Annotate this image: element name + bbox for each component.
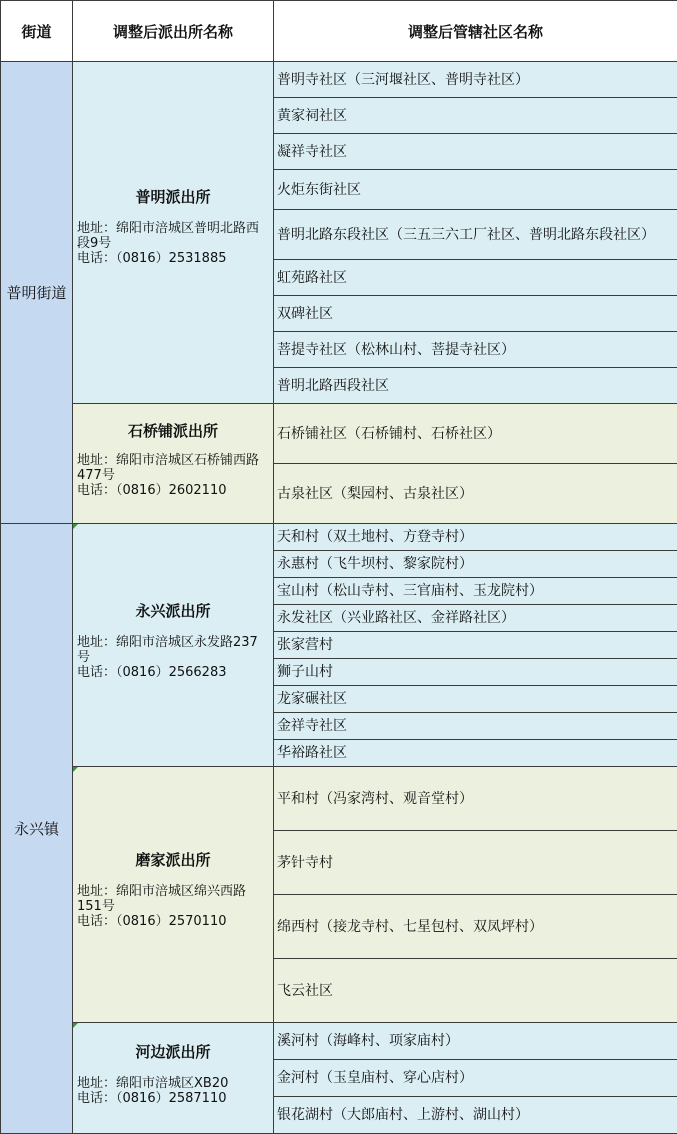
community-cell: 普明北路西段社区 [274, 368, 677, 404]
station-cell-hebian [73, 1023, 274, 1134]
station-name: 磨家派出所 [135, 851, 211, 869]
station-address: 地址：绵阳市涪城区普明北路西段9号 [77, 221, 260, 251]
table-row [1, 524, 677, 551]
table-row [1, 62, 677, 98]
station-address: 地址：绵阳市涪城区XB20 [77, 1076, 229, 1091]
community-cell: 绵西村（接龙寺村、七星包村、双凤坪村） [274, 895, 677, 959]
community-cell: 张家营村 [274, 632, 677, 659]
station-cell-shiqiaopu [73, 404, 274, 524]
community-cell: 普明寺社区（三河堰社区、普明寺社区） [274, 62, 677, 98]
station-phone: 电话：（0816）2602110 [77, 483, 227, 498]
community-cell: 永发社区（兴业路社区、金祥路社区） [274, 605, 677, 632]
community-cell: 狮子山村 [274, 659, 677, 686]
community-cell: 飞云社区 [274, 959, 677, 1023]
station-phone: 电话：（0816）2566283 [77, 665, 227, 680]
station-address: 地址：绵阳市涪城区石桥铺西路477号 [77, 453, 260, 483]
table-row [1, 404, 677, 464]
station-phone: 电话：（0816）2531885 [77, 251, 227, 266]
station-phone: 电话：（0816）2587110 [77, 1091, 227, 1106]
community-cell: 双碑社区 [274, 296, 677, 332]
station-cell-yongxing [73, 524, 274, 767]
community-cell: 银花湖村（大郎庙村、上游村、湖山村） [274, 1097, 677, 1134]
header-community: 调整后管辖社区名称 [274, 1, 677, 62]
station-name: 普明派出所 [135, 188, 211, 206]
station-name: 石桥铺派出所 [127, 422, 218, 440]
station-name: 永兴派出所 [135, 602, 211, 620]
community-cell: 华裕路社区 [274, 740, 677, 767]
station-address: 地址：绵阳市涪城区绵兴西路151号 [77, 884, 247, 914]
station-cell-mojia [73, 767, 274, 1023]
table-row [1, 1023, 677, 1060]
community-cell: 火炬东街社区 [274, 170, 677, 210]
cell-comment-marker [73, 524, 78, 529]
community-cell: 金祥寺社区 [274, 713, 677, 740]
community-cell: 天和村（双土地村、方登寺村） [274, 524, 677, 551]
community-cell: 永惠村（飞牛坝村、黎家院村） [274, 551, 677, 578]
community-cell: 虹苑路社区 [274, 260, 677, 296]
street-cell-yongxing: 永兴镇 [1, 524, 73, 1134]
community-cell: 石桥铺社区（石桥铺村、石桥社区） [274, 404, 677, 464]
community-cell: 茅针寺村 [274, 831, 677, 895]
table-row [1, 767, 677, 831]
header-row [1, 1, 677, 62]
station-name: 河边派出所 [135, 1043, 211, 1061]
community-cell: 宝山村（松山寺村、三官庙村、玉龙院村） [274, 578, 677, 605]
community-cell: 金河村（玉皇庙村、穿心店村） [274, 1060, 677, 1097]
community-cell: 平和村（冯家湾村、观音堂村） [274, 767, 677, 831]
street-cell-puming: 普明街道 [1, 62, 73, 524]
community-cell: 龙家碾社区 [274, 686, 677, 713]
community-cell: 普明北路东段社区（三五三六工厂社区、普明北路东段社区） [274, 210, 677, 260]
community-cell: 凝祥寺社区 [274, 134, 677, 170]
community-cell: 古泉社区（梨园村、古泉社区） [274, 464, 677, 524]
community-cell: 溪河村（海峰村、项家庙村） [274, 1023, 677, 1060]
station-phone: 电话：（0816）2570110 [77, 914, 227, 929]
station-address: 地址：绵阳市涪城区永发路237号 [77, 635, 258, 665]
community-cell: 菩提寺社区（松林山村、菩提寺社区） [274, 332, 677, 368]
header-station: 调整后派出所名称 [73, 1, 274, 62]
station-cell-puming [73, 62, 274, 404]
cell-comment-marker [73, 1023, 78, 1028]
cell-comment-marker [73, 767, 78, 772]
community-cell: 黄家祠社区 [274, 98, 677, 134]
header-street: 街道 [1, 1, 73, 62]
